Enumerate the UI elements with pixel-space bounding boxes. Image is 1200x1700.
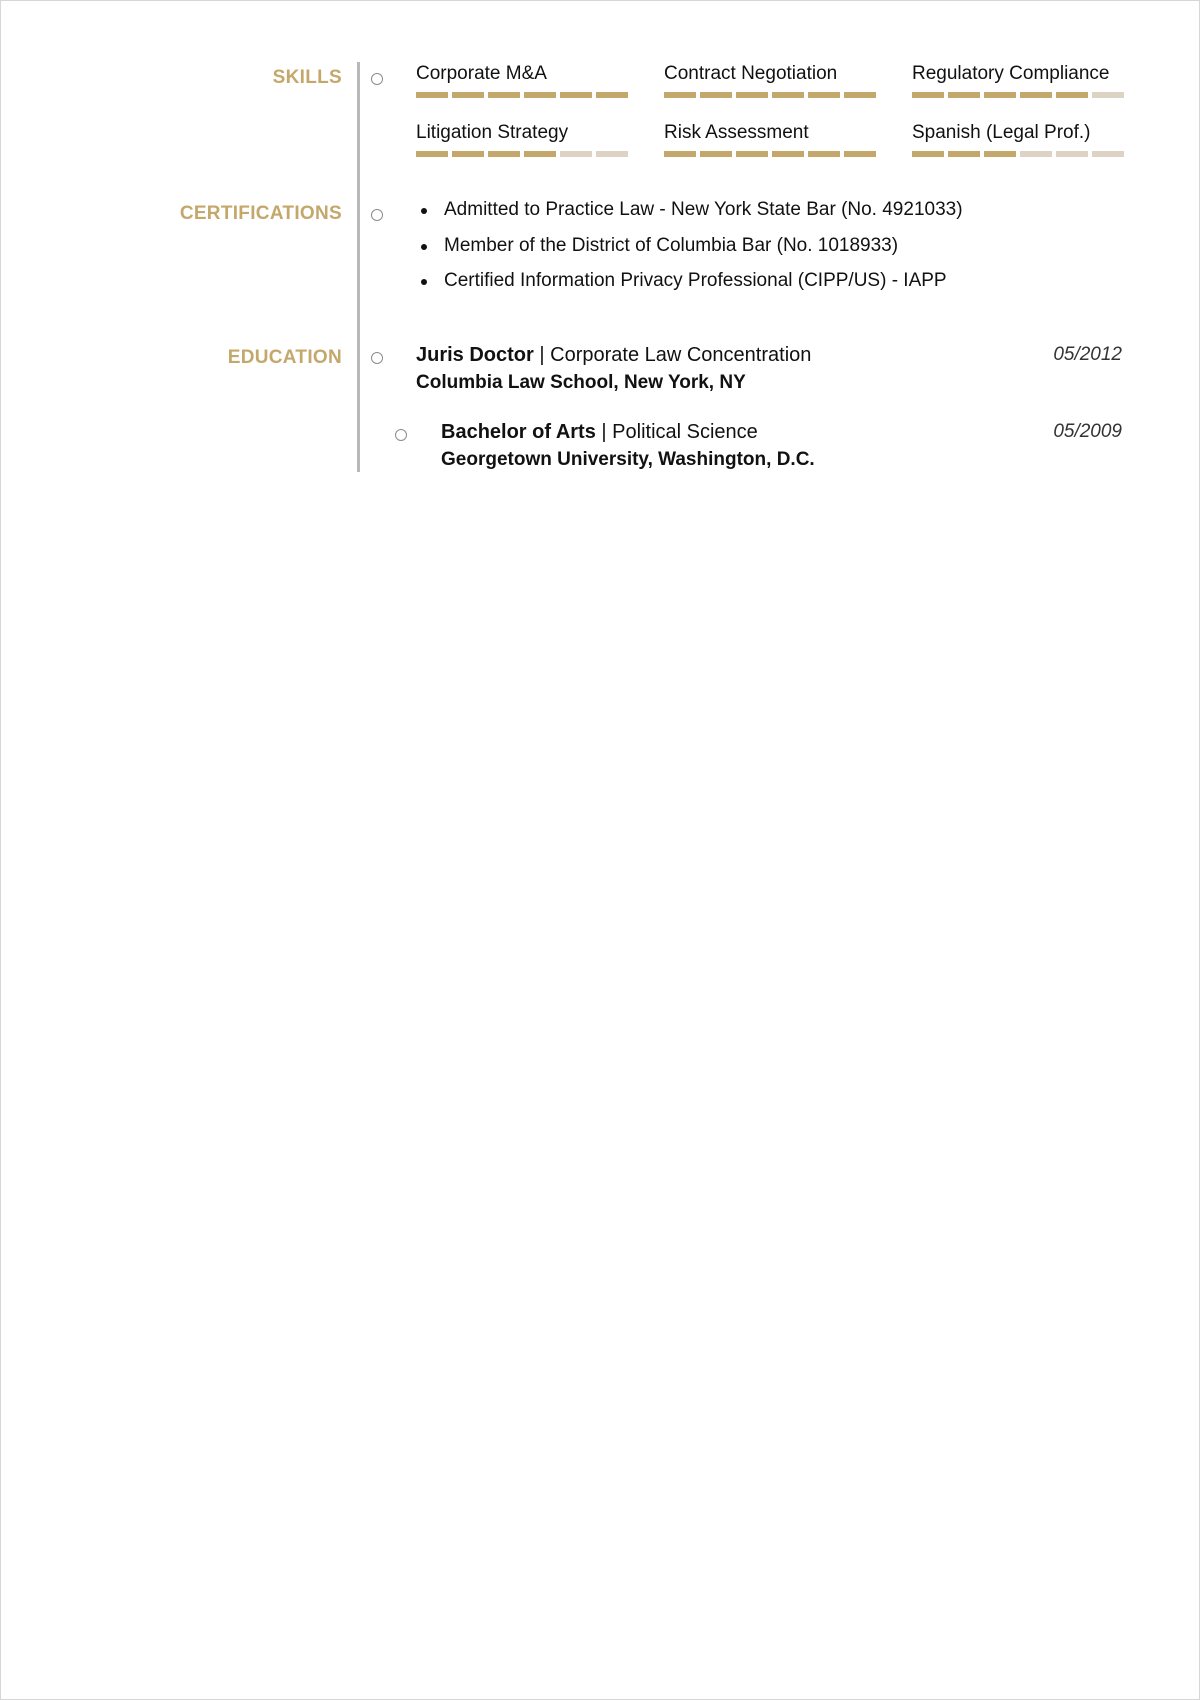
certifications-list [421,199,963,306]
skill-level-segment-filled [912,92,944,98]
education-timeline-marker-icon [371,352,383,364]
skill-level-bar [664,151,876,157]
skill-level-segment-empty [1020,151,1052,157]
skill-level-segment-filled [736,92,768,98]
skill-level-segment-filled [596,92,628,98]
skill-level-bar [912,151,1124,157]
education-separator: | [533,344,551,366]
education-section-title: EDUCATION [227,347,342,368]
skill-level-segment-filled [808,92,840,98]
skill-item [664,122,876,157]
education-field: Corporate Law Concentration [550,344,812,366]
certification-item: Member of the District of Columbia Bar (No. 1018933) [421,235,963,271]
skill-level-bar [664,92,876,98]
education-school: Columbia Law School, New York, NY [416,372,746,393]
skill-item [664,63,876,98]
certifications-timeline-marker-icon [371,209,383,221]
education-degree: Bachelor of Arts [441,421,596,443]
skill-item [912,122,1124,157]
skill-level-segment-filled [1056,92,1088,98]
skills-section-title: SKILLS [272,67,342,88]
skill-level-segment-filled [524,92,556,98]
skill-level-segment-filled [1020,92,1052,98]
skill-name: Spanish (Legal Prof.) [912,122,1091,143]
certifications-section-title: CERTIFICATIONS [179,203,342,224]
skill-level-segment-filled [808,151,840,157]
skill-level-segment-filled [664,92,696,98]
skill-level-segment-empty [560,151,592,157]
certification-item: Admitted to Practice Law - New York State Bar (No. 4921033) [421,199,963,235]
skill-level-segment-filled [844,92,876,98]
skill-level-bar [416,151,628,157]
skill-name: Litigation Strategy [416,122,569,143]
education-date: 05/2012 [1053,344,1122,365]
skill-level-segment-filled [912,151,944,157]
skill-name: Contract Negotiation [664,63,838,84]
education-degree-line [416,343,811,367]
skill-level-segment-empty [596,151,628,157]
education-field: Political Science [612,421,758,443]
skill-level-segment-filled [700,92,732,98]
skill-level-segment-filled [488,92,520,98]
skill-level-segment-empty [1092,151,1124,157]
skill-level-segment-filled [524,151,556,157]
skill-level-segment-filled [560,92,592,98]
education-school: Georgetown University, Washington, D.C. [441,449,815,470]
skill-level-segment-empty [1092,92,1124,98]
skill-item [416,122,628,157]
education-timeline-marker-icon [395,429,407,441]
education-entry [416,343,811,394]
skill-level-segment-empty [1056,151,1088,157]
skill-item [416,63,628,98]
skill-level-segment-filled [416,151,448,157]
skills-timeline-marker-icon [371,73,383,85]
skill-name: Risk Assessment [664,122,809,143]
skill-level-segment-filled [844,151,876,157]
skill-level-segment-filled [948,92,980,98]
skill-level-segment-filled [984,92,1016,98]
education-degree-line [441,420,815,444]
skill-level-segment-filled [452,151,484,157]
skill-level-segment-filled [736,151,768,157]
education-entry [441,420,815,471]
skill-level-segment-filled [700,151,732,157]
skill-level-bar [416,92,628,98]
skill-level-bar [912,92,1124,98]
skill-level-segment-filled [772,151,804,157]
skill-item [912,63,1124,98]
skill-name: Regulatory Compliance [912,63,1110,84]
skill-name: Corporate M&A [416,63,547,84]
skill-level-segment-filled [984,151,1016,157]
education-date: 05/2009 [1053,421,1122,442]
skill-level-segment-filled [416,92,448,98]
skill-level-segment-filled [452,92,484,98]
skill-level-segment-filled [488,151,520,157]
skill-level-segment-filled [948,151,980,157]
timeline-line [357,62,360,472]
certification-item: Certified Information Privacy Professional (CIPP/US) - IAPP [421,270,963,306]
education-degree: Juris Doctor [416,344,534,366]
education-separator: | [595,421,613,443]
skill-level-segment-filled [664,151,696,157]
skill-level-segment-filled [772,92,804,98]
